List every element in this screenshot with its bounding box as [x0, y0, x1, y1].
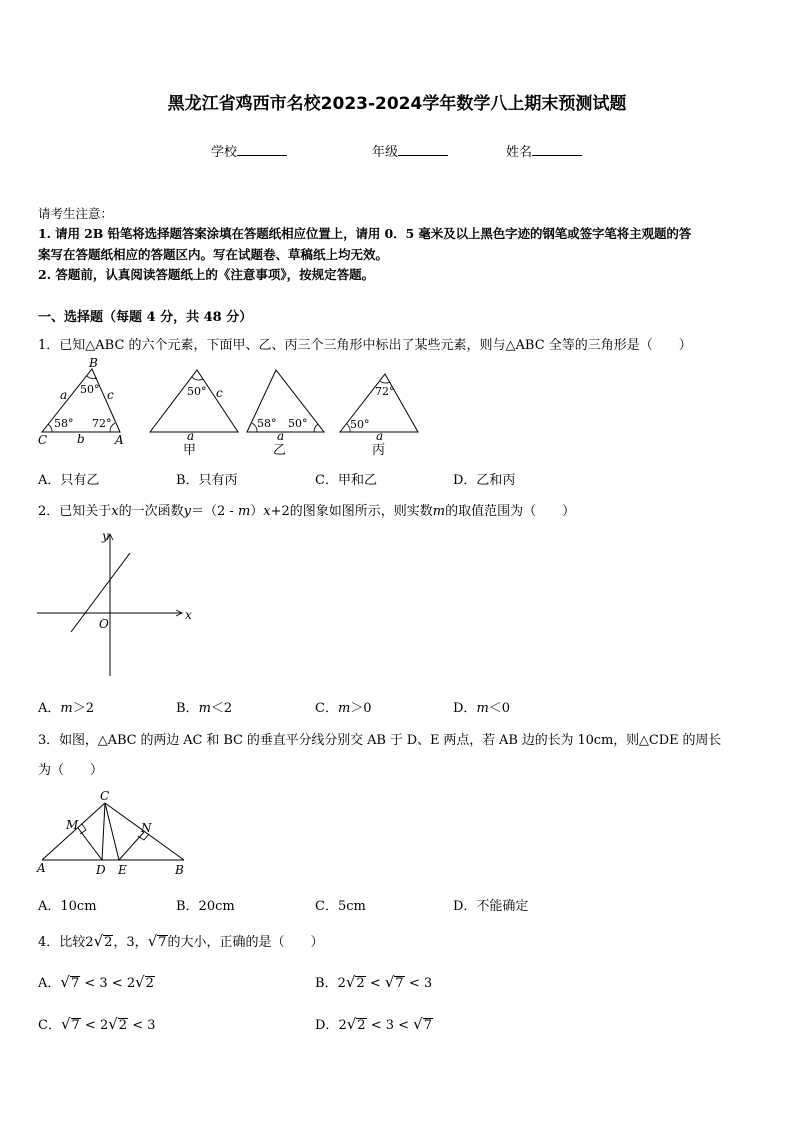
- q2-option-d: D．m＜0: [453, 701, 511, 716]
- label-c: C: [100, 789, 110, 803]
- y-axis-label: y: [102, 529, 109, 543]
- angle-a: 72°: [92, 417, 112, 430]
- q3-stem-line-1: 3．如图，△ABC 的两边 AC 和 BC 的垂直平分线分别交 AB 于 D、E 两点，若 AB 边的长为 10cm，则△CDE 的周长: [38, 733, 722, 748]
- q2-option-a: A．m＞2: [38, 701, 94, 716]
- q1-option-d: D．乙和丙: [453, 473, 516, 488]
- angle-c: 58°: [54, 417, 74, 430]
- name-label: 姓名: [506, 145, 533, 160]
- label-n: N: [141, 821, 152, 835]
- section-heading: 一、选择题（每题 4 分，共 48 分）: [38, 310, 253, 325]
- q4-option-c: C．√7 < 2√2 < 3: [38, 1015, 156, 1033]
- q2-stem: 2．已知关于x的一次函数y＝（2 - m）x+2的图象如图所示，则实数m的取值范围为（ ）: [38, 504, 576, 519]
- notice-line-2: 案写在答题纸相应的答题区内。写在试题卷、草稿纸上均无效。: [38, 247, 389, 262]
- math-2sqrt2: 2√2: [85, 932, 113, 950]
- yi-name: 乙: [273, 443, 287, 458]
- angle-b: 50°: [80, 383, 100, 396]
- q3-option-c: C．5cm: [315, 899, 366, 914]
- q1-stem: 1．已知△ABC 的六个元素，下面甲、乙、丙三个三角形中标出了某些元素，则与△ABC 全等的三角形是（ ）: [38, 338, 692, 353]
- yi-a: a: [277, 429, 285, 443]
- grade-field: [372, 141, 448, 160]
- q1-option-c: C．甲和乙: [315, 473, 377, 488]
- page-title: 黑龙江省鸡西市名校2023-2024学年数学八上期末预测试题: [167, 94, 627, 114]
- yi-angle-2: 50°: [288, 417, 308, 430]
- q1-option-b: B．只有丙: [176, 473, 238, 488]
- q1-figure: [30, 354, 430, 464]
- bing-angle-1: 72°: [375, 385, 395, 398]
- label-b: b: [77, 432, 85, 446]
- jia-angle: 50°: [187, 385, 207, 398]
- yi-angle-1: 58°: [257, 417, 277, 430]
- q2-option-c: C．m＞0: [315, 701, 372, 716]
- q3-option-a: A．10cm: [38, 899, 97, 914]
- label-b: B: [175, 863, 184, 877]
- origin-label: O: [99, 617, 109, 631]
- label-a: A: [37, 861, 46, 875]
- triangle-jia: [150, 370, 238, 432]
- name-blank: [532, 143, 582, 156]
- notice-heading: 请考生注意：: [38, 206, 114, 221]
- school-blank: [237, 143, 287, 156]
- notice-line-1: 1. 请用 2B 铅笔将选择题答案涂填在答题纸相应位置上，请用 0．5 毫米及以上黑色字迹的钢笔或签字笔将主观题的答: [38, 226, 692, 241]
- bing-name: 丙: [372, 443, 386, 458]
- jia-a: a: [187, 429, 195, 443]
- notice-line-3: 2. 答题前，认真阅读答题纸上的《注意事项》，按规定答题。: [38, 267, 375, 282]
- q2-option-b: B．m＜2: [176, 701, 233, 716]
- q1-option-a: A．只有乙: [38, 473, 100, 488]
- label-a: a: [60, 388, 68, 402]
- jia-name: 甲: [183, 443, 197, 458]
- x-axis-label: x: [185, 608, 192, 622]
- name-field: [506, 141, 582, 160]
- q3-option-b: B．20cm: [176, 899, 235, 914]
- grade-label: 年级: [372, 145, 399, 160]
- label-d: D: [96, 863, 106, 877]
- label-c: c: [107, 388, 114, 402]
- math-sqrt7: √7: [147, 932, 167, 950]
- q4-option-a: A．√7 < 3 < 2√2: [38, 973, 154, 991]
- q3-figure: [34, 788, 194, 880]
- bing-a: a: [376, 429, 384, 443]
- label-B: B: [89, 356, 98, 370]
- school-label: 学校: [211, 145, 238, 160]
- bing-angle-2: 50°: [350, 418, 370, 431]
- q4-option-b: B．2√2 < √7 < 3: [315, 973, 433, 991]
- label-m: M: [66, 818, 79, 832]
- q4-stem: 4．比较2√2，3，√7的大小，正确的是（ ）: [38, 932, 324, 950]
- label-C: C: [38, 433, 48, 447]
- grade-blank: [398, 143, 448, 156]
- school-field: [211, 141, 287, 160]
- label-e: E: [118, 863, 127, 877]
- label-A: A: [115, 433, 124, 447]
- q4-option-d: D．2√2 < 3 < √7: [315, 1015, 432, 1033]
- q3-option-d: D．不能确定: [453, 899, 529, 914]
- q3-stem-line-2: 为（ ）: [38, 763, 104, 778]
- q2-graph: [34, 528, 204, 680]
- jia-c: c: [216, 386, 223, 400]
